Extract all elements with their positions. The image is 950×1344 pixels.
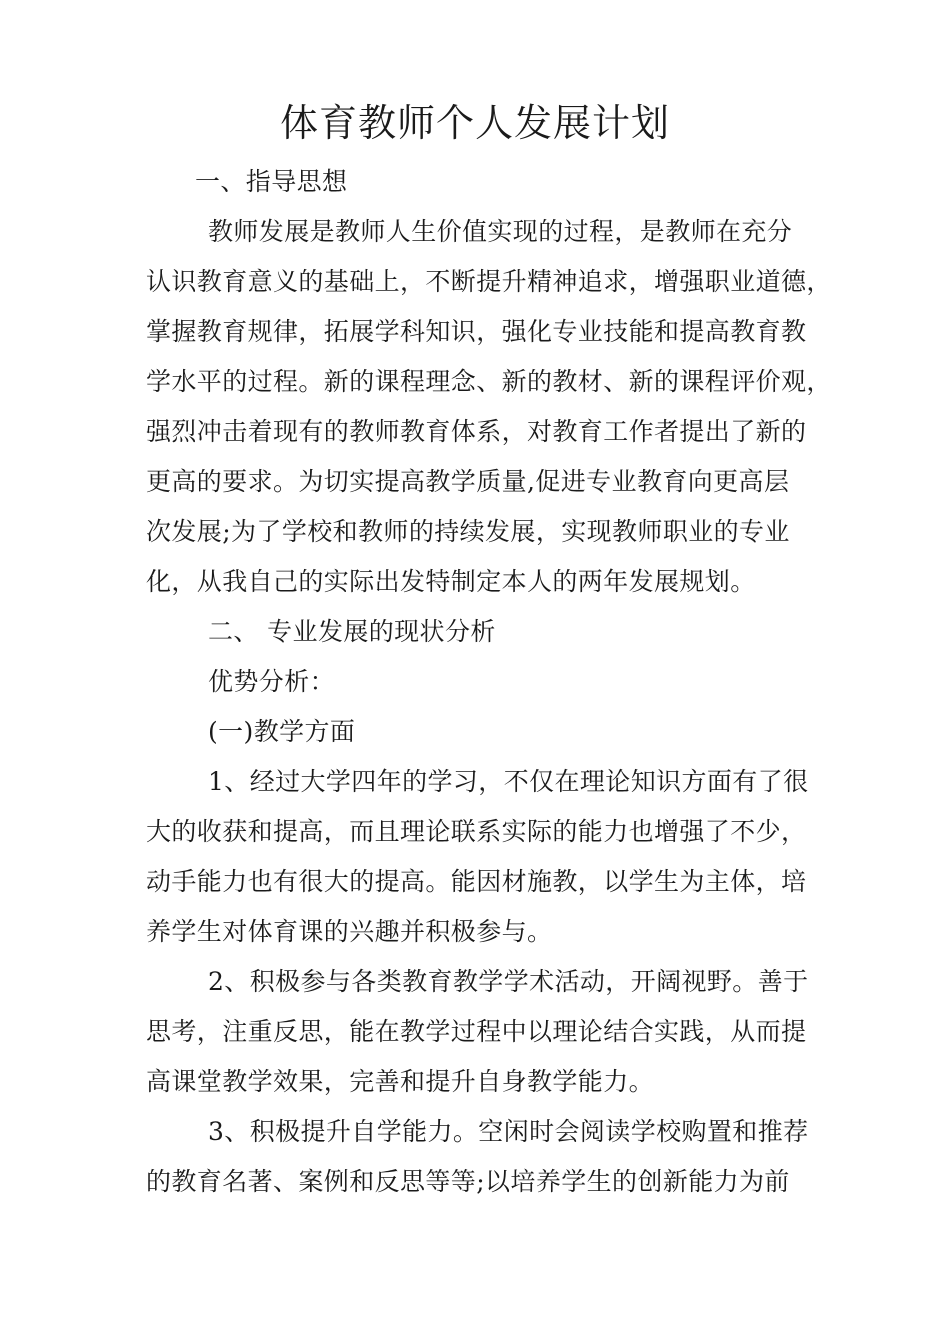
paragraph-line: 3、积极提升自学能力。空闲时会阅读学校购置和推荐 — [208, 1117, 809, 1146]
paragraph-line: 掌握教育规律，拓展学科知识，强化专业技能和提高教育教 — [146, 317, 807, 346]
paragraph-line: 养学生对体育课的兴趣并积极参与。 — [146, 917, 553, 946]
paragraph-line: 次发展;为了学校和教师的持续发展，实现教师职业的专业 — [146, 517, 790, 546]
paragraph-line: 动手能力也有很大的提高。能因材施教，以学生为主体，培 — [146, 867, 807, 896]
paragraph-line: 强烈冲击着现有的教师教育体系，对教育工作者提出了新的 — [146, 417, 807, 446]
document-title: 体育教师个人发展计划 — [279, 101, 670, 145]
heading-status-analysis: 二、 专业发展的现状分析 — [208, 617, 496, 646]
heading-guiding-ideology: 一、指导思想 — [195, 167, 348, 196]
paragraph-line: 的教育名著、案例和反思等等;以培养学生的创新能力为前 — [146, 1167, 790, 1196]
paragraph-line: 高课堂教学效果，完善和提升自身教学能力。 — [146, 1067, 655, 1096]
paragraph-line: 思考，注重反思，能在教学过程中以理论结合实践，从而提 — [146, 1017, 807, 1046]
paragraph-line: 化，从我自己的实际出发特制定本人的两年发展规划。 — [146, 567, 756, 596]
paragraph-line: 1、经过大学四年的学习，不仅在理论知识方面有了很 — [208, 767, 809, 796]
subheading-teaching: (一)教学方面 — [208, 717, 356, 746]
paragraph-line: 2、积极参与各类教育教学学术活动，开阔视野。善于 — [208, 967, 809, 996]
subheading-strengths: 优势分析： — [208, 667, 336, 696]
paragraph-line: 大的收获和提高，而且理论联系实际的能力也增强了不少， — [146, 817, 807, 846]
paragraph-line: 教师发展是教师人生价值实现的过程，是教师在充分 — [208, 217, 793, 246]
paragraph-line: 认识教育意义的基础上，不断提升精神追求，增强职业道德， — [146, 267, 832, 296]
paragraph-line: 更高的要求。为切实提高教学质量,促进专业教育向更高层 — [146, 467, 790, 496]
paragraph-line: 学水平的过程。新的课程理念、新的教材、新的课程评价观， — [146, 367, 832, 396]
